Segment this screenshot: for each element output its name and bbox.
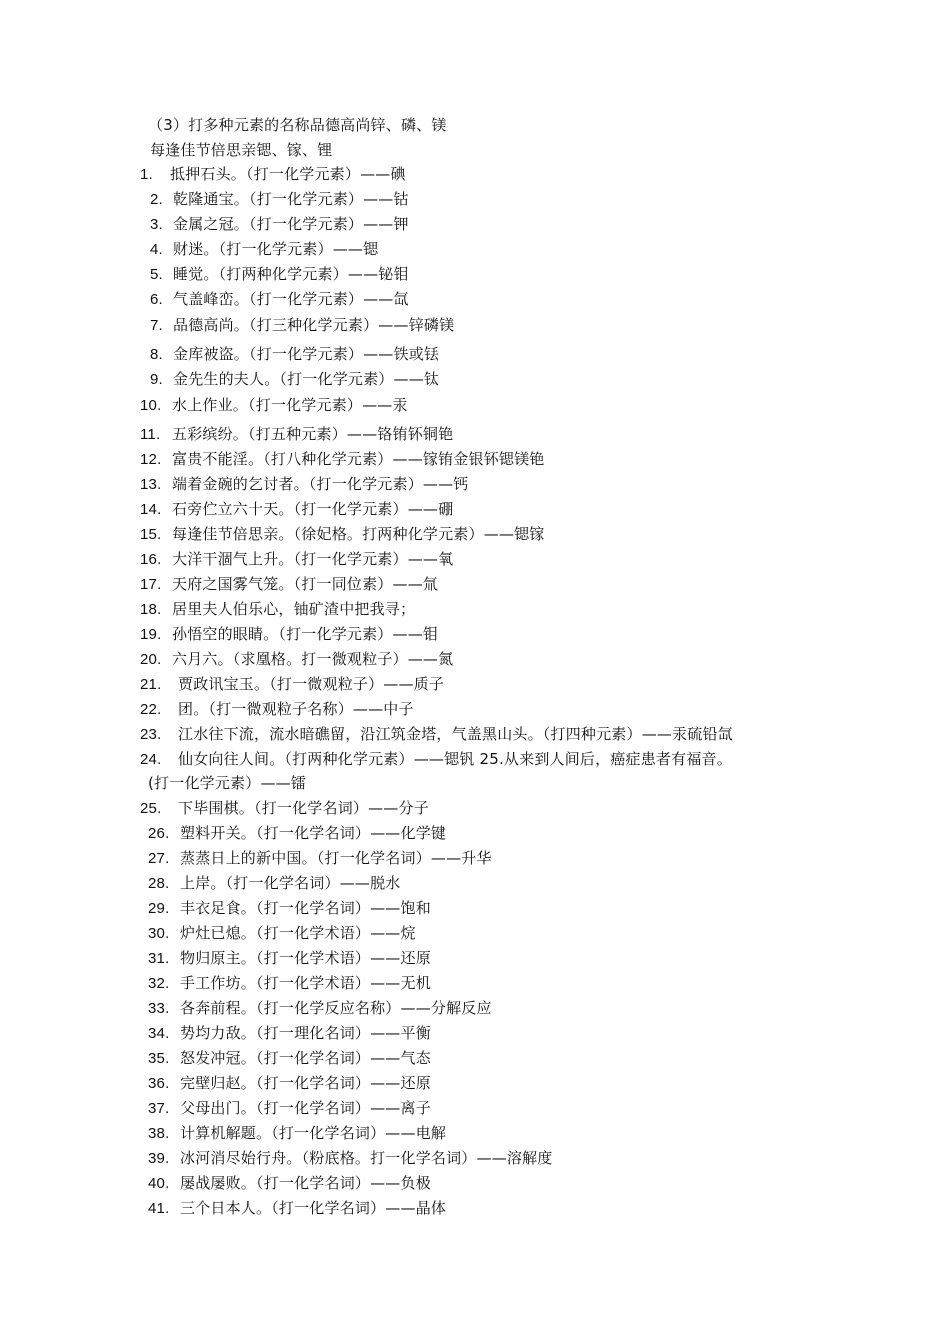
riddle-number: 6. [150,291,163,308]
riddle-text: 气盖峰峦。（打一化学元素）——氙 [173,290,409,308]
header-line-2: 每逢佳节倍思亲锶、镓、锂 [150,141,333,159]
riddle-item [140,524,545,545]
riddle-text: 端着金碗的乞讨者。（打一化学元素）——钙 [172,475,469,493]
riddle-item [150,344,439,365]
riddle-number: 10. [140,397,162,414]
riddle-item [140,424,453,445]
riddle-item [148,998,492,1019]
riddle-number: 26. [148,825,170,842]
riddle-item [148,773,306,793]
riddle-text: 父母出门。（打一化学名词）——离子 [180,1099,431,1117]
riddle-item [148,948,431,969]
riddle-item [150,239,378,260]
riddle-number: 41. [148,1200,170,1217]
riddle-number: 14. [140,501,162,518]
riddle-number: 33. [148,1000,170,1017]
riddle-item [148,1023,431,1044]
riddle-item [148,923,416,944]
riddle-item [140,599,415,620]
riddle-number: 39. [148,1150,170,1167]
riddle-item [140,798,429,819]
riddle-item [148,873,401,894]
riddle-number: 12. [140,451,162,468]
riddle-item [140,649,453,670]
riddle-text: 势均力敌。（打一理化名词）——平衡 [180,1024,431,1042]
riddle-text: 天府之国雾气笼。（打一同位素）——氚 [172,575,439,593]
riddle-item [148,848,492,869]
riddle-number: 19. [140,626,162,643]
riddle-number: 17. [140,576,162,593]
riddle-item [140,749,732,770]
riddle-text: 财迷。（打一化学元素）——锶 [173,240,379,258]
riddle-text: 贾政讯宝玉。（打一微观粒子）——质子 [178,675,445,693]
riddle-item [140,574,438,595]
riddle-number: 20. [140,651,162,668]
riddle-item [150,214,409,235]
riddle-text: 仙女向往人间。（打两种化学元素）——锶钒 25.从来到人间后，癌症患者有福音。 [178,750,732,768]
riddle-text: 物归原主。（打一化学术语）——还原 [180,949,431,967]
riddle-text: 石旁伫立六十天。（打一化学元素）——硼 [172,500,454,518]
riddle-number: 11. [140,426,161,443]
riddle-number: 4. [150,241,163,258]
riddle-number: 22. [140,701,162,718]
riddle-item [140,395,408,416]
riddle-item [148,1048,431,1069]
riddle-text: 五彩缤纷。（打五种元素）——铬铕钚铜铯 [172,425,454,443]
riddle-number: 31. [148,950,170,967]
riddle-item [148,973,431,994]
riddle-text: 睡觉。（打两种化学元素）——铋钼 [173,265,409,283]
riddle-number: 16. [140,551,162,568]
riddle-text: 品德高尚。（打三种化学元素）——锌磷镁 [173,316,455,334]
riddle-item [140,699,414,720]
riddle-item [140,474,469,495]
riddle-number: 30. [148,925,170,942]
riddle-number: 36. [148,1075,170,1092]
riddle-text: 各奔前程。（打一化学反应名称）——分解反应 [180,999,492,1017]
riddle-text: 炉灶已熄。（打一化学术语）——烷 [180,924,416,942]
riddle-item [148,1098,431,1119]
riddle-item [148,1073,431,1094]
riddle-item [140,499,453,520]
riddle-text: 抵押石头。（打一化学元素）——碘 [170,165,406,183]
riddle-item [148,1148,553,1169]
riddle-text: 金库被盗。（打一化学元素）——铁或铥 [173,345,440,363]
riddle-number: 1. [140,166,153,183]
riddle-number: 24. [140,751,162,768]
riddle-item [148,898,431,919]
riddle-number: 18. [140,601,162,618]
riddle-text: 完壁归赵。（打一化学名词）——还原 [180,1074,431,1092]
riddle-number: 3. [150,216,163,233]
riddle-item [150,315,454,336]
riddle-text: 大洋干涸气上升。（打一化学元素）——氧 [172,550,454,568]
riddle-number: 2. [150,191,163,208]
riddle-text: 金属之冠。（打一化学元素）——钾 [173,215,409,233]
riddle-text: 六月六。（求凰格。打一微观粒子）——氮 [172,650,454,668]
riddle-text: 下毕围棋。（打一化学名词）——分子 [178,799,429,817]
riddle-text: 上岸。（打一化学名词）——脱水 [180,874,401,892]
riddle-number: 35. [148,1050,170,1067]
riddle-item [140,674,444,695]
riddle-number: 8. [150,346,163,363]
riddle-number: 7. [150,317,163,334]
riddle-number: 29. [148,900,170,917]
riddle-text: 手工作坊。（打一化学术语）——无机 [180,974,431,992]
riddle-text: 屡战屡败。（打一化学名词）——负极 [180,1174,431,1192]
riddle-number: 27. [148,850,170,867]
riddle-number: 40. [148,1175,170,1192]
riddle-text: 丰衣足食。（打一化学名词）——饱和 [180,899,431,917]
riddle-item [148,1123,446,1144]
riddle-item [148,1173,431,1194]
riddle-item [150,289,409,310]
riddle-text: 冰河消尽始行舟。（粉底格。打一化学名词）——溶解度 [180,1149,553,1167]
riddle-number: 9. [150,371,163,388]
riddle-number: 32. [148,975,170,992]
riddle-number: 38. [148,1125,170,1142]
riddle-item [150,189,409,210]
riddle-number: 28. [148,875,170,892]
riddle-text: 乾隆通宝。（打一化学元素）——钴 [173,190,409,208]
riddle-text: 塑料开关。（打一化学名词）——化学键 [180,824,447,842]
riddle-item [140,449,545,470]
riddle-item [150,369,439,390]
riddle-text: 居里夫人伯乐心，铀矿渣中把我寻； [172,600,416,618]
riddle-number: 5. [150,266,163,283]
riddle-text: 蒸蒸日上的新中国。（打一化学名词）——升华 [180,849,492,867]
riddle-text: 计算机解题。（打一化学名词）——电解 [180,1124,447,1142]
riddle-number: 21. [140,676,162,693]
riddle-number: 37. [148,1100,170,1117]
riddle-number: 23. [140,726,162,743]
riddle-item [140,164,406,185]
riddle-text: 江水往下流，流水暗礁留，沿江筑金塔，气盖黑山头。（打四种元素）——汞硫铅氙 [178,725,733,743]
riddle-text: 每逢佳节倍思亲。（徐妃格。打两种化学元素）——锶镓 [172,525,545,543]
riddle-text: 怒发冲冠。（打一化学名词）——气态 [180,1049,431,1067]
riddle-text: 富贵不能淫。（打八种化学元素）——镓铕金银钚锶镁铯 [172,450,545,468]
riddle-item [150,264,409,285]
riddle-number: 25. [140,800,162,817]
riddle-item [140,624,438,645]
header-line-1: （3）打多种元素的名称品德高尚锌、磷、镁 [148,116,447,134]
riddle-text: 孙悟空的眼睛。（打一化学元素）——钼 [172,625,439,643]
riddle-number: 13. [140,476,162,493]
riddle-item [140,724,733,745]
riddle-item [148,1198,446,1219]
riddle-text: 水上作业。（打一化学元素）——汞 [172,396,408,414]
riddle-text: (打一化学元素）——镭 [148,774,307,792]
riddle-number: 34. [148,1025,170,1042]
riddle-number: 15. [140,526,162,543]
riddle-text: 金先生的夫人。（打一化学元素）——钛 [173,370,440,388]
riddle-text: 团。（打一微观粒子名称）——中子 [178,700,414,718]
riddle-text: 三个日本人。（打一化学名词）——晶体 [180,1199,447,1217]
riddle-item [140,549,453,570]
riddle-item [148,823,446,844]
